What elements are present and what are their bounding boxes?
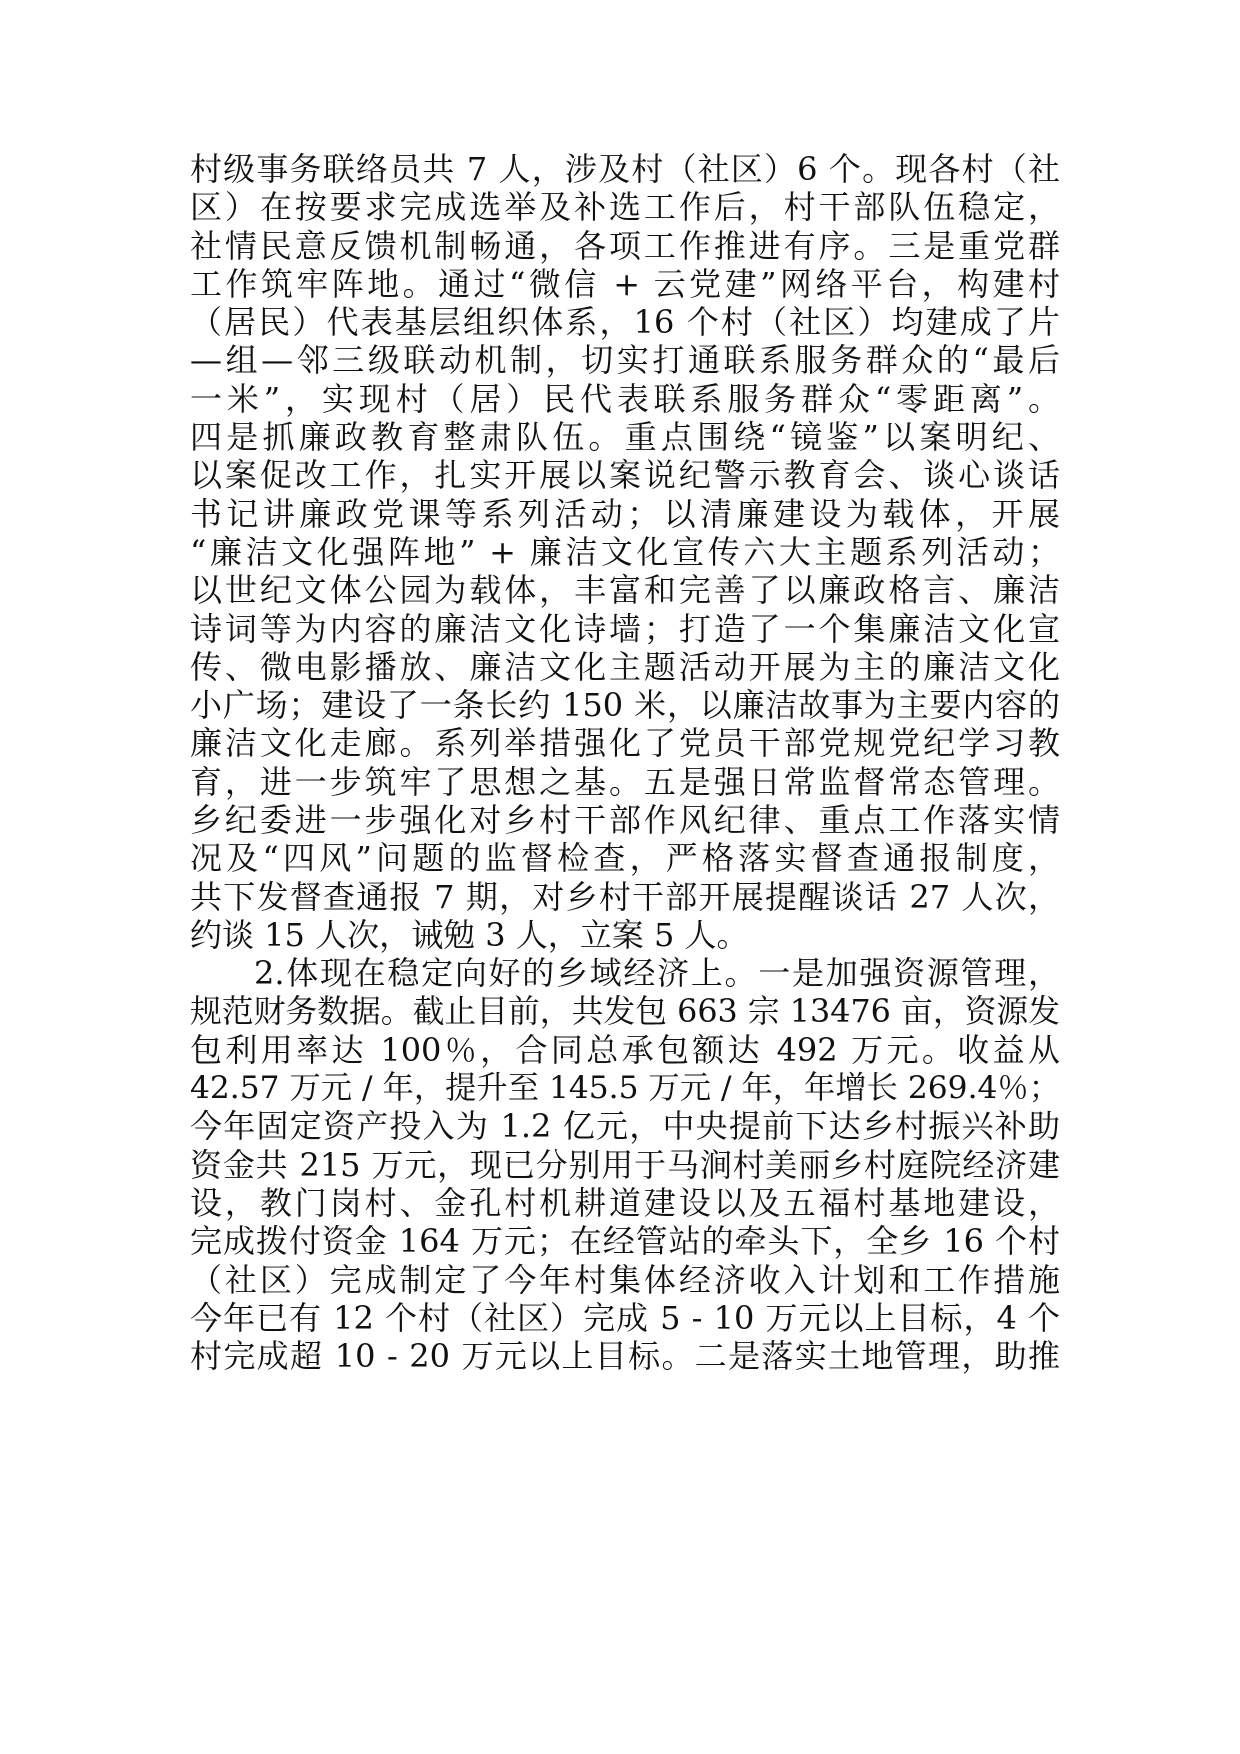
- text-line: 共下发督查通报 7 期，对乡村干部开展提醒谈话 27 人次，: [190, 877, 1060, 916]
- text-line: “廉洁文化强阵地” + 廉洁文化宣传六大主题系列活动；: [190, 532, 1060, 571]
- section-heading-line: 2.体现在稳定向好的乡域经济上。一是加强资源管理，: [254, 954, 1060, 993]
- text-line: 诗词等为内容的廉洁文化诗墙；打造了一个集廉洁文化宣: [190, 609, 1060, 648]
- document-body: [190, 150, 1060, 1376]
- text-line: 资金共 215 万元，现已分别用于马涧村美丽乡村庭院经济建: [190, 1145, 1060, 1184]
- text-line: 工作筑牢阵地。通过“微信 + 云党建”网络平台，构建村: [190, 264, 1060, 303]
- text-line: 完成拨付资金 164 万元；在经管站的牵头下，全乡 16 个村: [190, 1222, 1060, 1261]
- text-line: 规范财务数据。截止目前，共发包 663 宗 13476 亩，资源发: [190, 992, 1060, 1030]
- text-line: 育，进一步筑牢了思想之基。五是强日常监督常态管理。: [190, 762, 1060, 801]
- text-line: （居民）代表基层组织体系，16 个村（社区）均建成了片: [190, 303, 1060, 342]
- text-line: （社区）完成制定了今年村集体经济收入计划和工作措施: [190, 1260, 1060, 1299]
- text-line: 廉洁文化走廊。系列举措强化了党员干部党规党纪学习教: [190, 724, 1060, 763]
- text-line: 一米”，实现村（居）民代表联系服务群众“零距离”。: [190, 379, 1060, 418]
- text-line: 传、微电影播放、廉洁文化主题活动开展为主的廉洁文化: [190, 647, 1060, 686]
- text-line: 四是抓廉政教育整肃队伍。重点围绕“镜鉴”以案明纪、: [190, 418, 1060, 457]
- text-line: 小广场；建设了一条长约 150 米，以廉洁故事为主要内容的: [190, 686, 1060, 725]
- text-line: 以案促改工作，扎实开展以案说纪警示教育会、谈心谈话: [190, 456, 1060, 495]
- text-line: —组—邻三级联动机制，切实打通联系服务群众的“最后: [190, 341, 1060, 380]
- text-line: 约谈 15 人次，诫勉 3 人，立案 5 人。: [190, 915, 749, 954]
- text-line: 乡纪委进一步强化对乡村干部作风纪律、重点工作落实情: [190, 801, 1060, 840]
- text-line: 42.57 万元 / 年，提升至 145.5 万元 / 年，年增长 269.4％；: [190, 1070, 1060, 1107]
- text-line: 村完成超 10 - 20 万元以上目标。二是落实土地管理，助推: [190, 1337, 1060, 1376]
- text-line: 以世纪文体公园为载体，丰富和完善了以廉政格言、廉洁: [190, 571, 1060, 610]
- text-line: 社情民意反馈机制畅通，各项工作推进有序。三是重党群: [190, 226, 1060, 265]
- text-line: 今年固定资产投入为 1.2 亿元，中央提前下达乡村振兴补助: [190, 1107, 1060, 1146]
- text-line: 今年已有 12 个村（社区）完成 5 - 10 万元以上目标，4 个: [190, 1298, 1060, 1337]
- text-line: 区）在按要求完成选举及补选工作后，村干部队伍稳定，: [190, 188, 1060, 227]
- text-line: 设，教门岗村、金孔村机耕道建设以及五福村基地建设，: [190, 1184, 1060, 1223]
- text-line: 包利用率达 100％，合同总承包额达 492 万元。收益从: [190, 1030, 1060, 1069]
- text-line: 况及“四风”问题的监督检查，严格落实督查通报制度，: [190, 839, 1060, 878]
- text-line: 村级事务联络员共 7 人，涉及村（社区）6 个。现各村（社: [190, 150, 1060, 188]
- text-line: 书记讲廉政党课等系列活动；以清廉建设为载体，开展: [190, 494, 1060, 533]
